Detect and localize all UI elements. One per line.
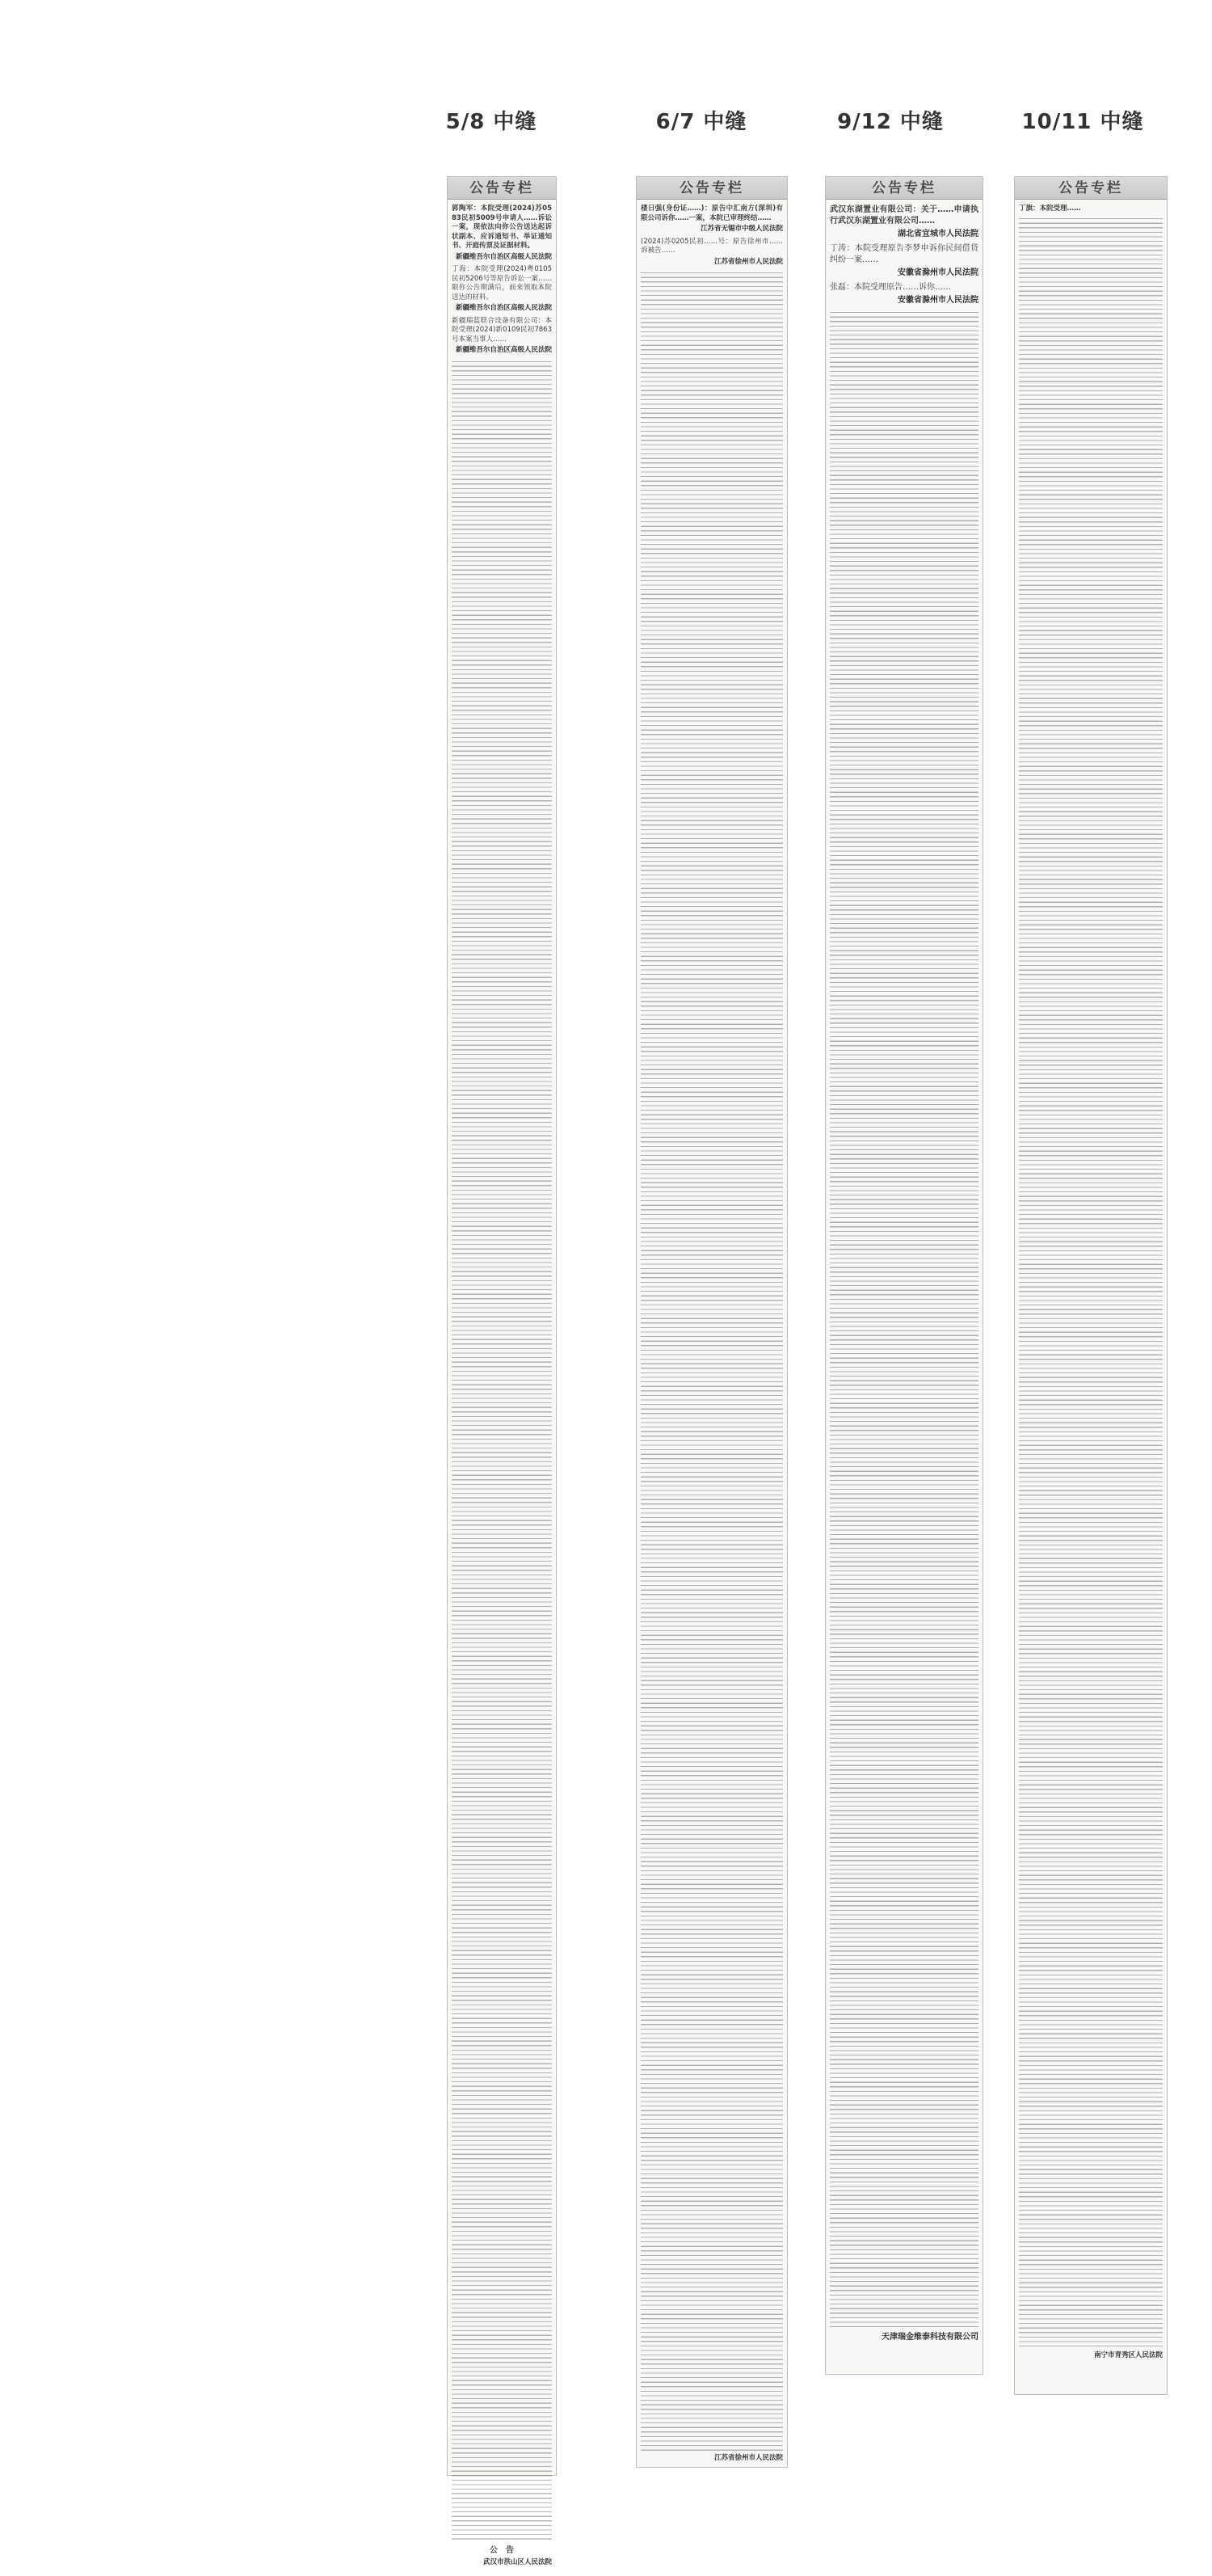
notice-text: (2024)苏0205民初……号：原告徐州市……诉被告…… [641, 237, 783, 255]
dense-text-block [830, 310, 978, 2330]
strip-body [1015, 200, 1167, 2368]
notice-court: 新疆维吾尔自治区高级人民法院 [455, 346, 552, 354]
notice-strip-6-7 [636, 176, 788, 2468]
notice-court: 江苏省无锡市中级人民法院 [700, 225, 783, 233]
dense-text-block [641, 270, 783, 2452]
notice-text: 丁海：本院受理(2024)粤0105民初5206号等原告诉讼一案……限你公告期满后，前来领取本院送达的材料。 [452, 265, 552, 301]
notice-court: 江苏省徐州市人民法院 [713, 257, 783, 266]
notice-court: 新疆维吾尔自治区高级人民法院 [455, 304, 552, 312]
dense-text-block [1019, 216, 1163, 2350]
column-date-label-9-12: 9/12 中缝 [837, 110, 944, 134]
notice-text: 张磊：本院受理原告……诉你…… [830, 283, 951, 292]
strip-body [826, 200, 983, 2351]
notice-text: 丁涛：本院受理原告李梦申诉你民间借贷纠纷一案…… [830, 244, 978, 264]
strip-banner: 公告专栏 [1015, 177, 1167, 200]
notice-court: 安徽省滁州市人民法院 [898, 296, 978, 305]
notice-text: 武汉东湖置业有限公司：关于……申请执行武汉东湖置业有限公司…… [830, 205, 978, 226]
dense-text-block [452, 359, 552, 2541]
notice-text: 新疆瑞蓝联合设备有限公司：本院受理(2024)新0109民初7863号本案当事人…… [452, 316, 552, 344]
notice-strip-9-12 [825, 176, 983, 2375]
notice-text: 郭陶军：本院受理(2024)苏0583民初5009号申请人……诉讼一案，现依法向你公告送达起诉状副本、应诉通知书、举证通知书、开庭传票及证据材料。 [452, 204, 552, 250]
notice-strip-5-8 [447, 176, 557, 2566]
footer-court: 南宁市青秀区人民法院 [1093, 2350, 1163, 2359]
notice-text: 楼日强(身份证……)：原告中汇南方(深圳)有限公司诉你……一案，本院已审理终结…… [641, 204, 783, 222]
strip-body [448, 200, 556, 2576]
notice-court: 安徽省滁州市人民法院 [898, 268, 978, 277]
notice-court: 湖北省宜城市人民法院 [898, 230, 978, 238]
strip-banner: 公告专栏 [448, 177, 556, 200]
footer-court: 武汉市洪山区人民法院 [482, 2558, 552, 2566]
strip-banner: 公告专栏 [637, 177, 787, 200]
column-date-label-5-8: 5/8 中缝 [445, 110, 537, 134]
notice-text: 丁旗：本院受理…… [1019, 204, 1081, 213]
footer-court: 江苏省徐州市人民法院 [713, 2454, 783, 2462]
column-date-label-6-7: 6/7 中缝 [655, 110, 747, 134]
column-date-label-10-11: 10/11 中缝 [1021, 110, 1144, 134]
strip-body [637, 200, 787, 2472]
section-heading: 公 告 [490, 2545, 514, 2555]
strip-banner: 公告专栏 [826, 177, 983, 200]
footer-court: 天津瑞金维泰科技有限公司 [882, 2333, 978, 2342]
notice-strip-10-11 [1014, 176, 1168, 2395]
notice-court: 新疆维吾尔自治区高级人民法院 [455, 252, 552, 261]
